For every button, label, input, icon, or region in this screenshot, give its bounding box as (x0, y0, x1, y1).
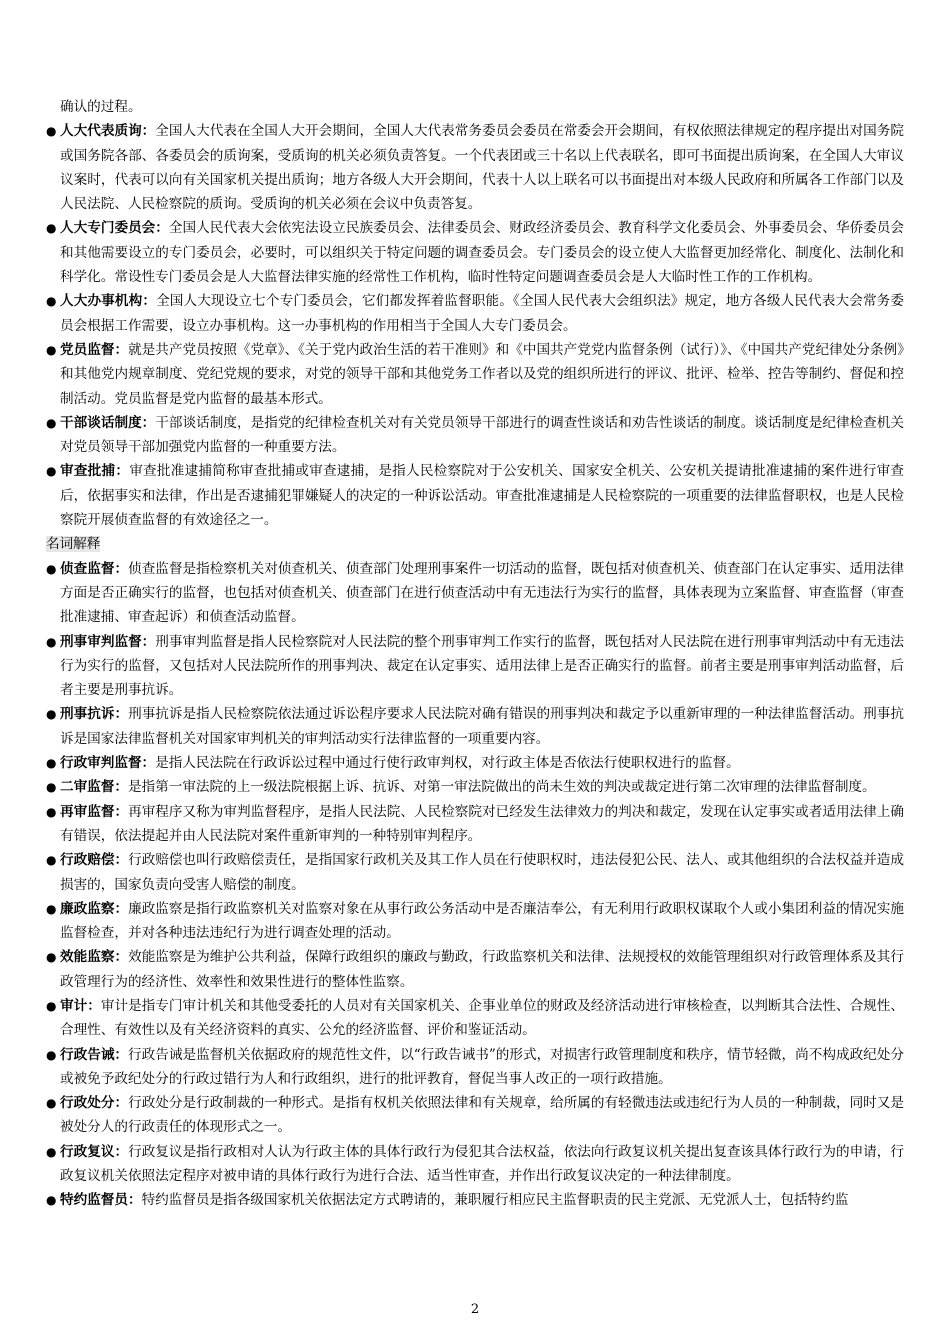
term-name: 审计： (60, 997, 101, 1014)
term-name: 廉政监察： (60, 900, 129, 917)
term-entry (46, 945, 904, 994)
bullet-icon: ● (46, 707, 57, 722)
term-entry (46, 702, 904, 751)
term-list-b (46, 557, 904, 1213)
term-name: 行政赔偿： (60, 852, 129, 869)
term-definition: 行政复议是指行政相对人认为行政主体的具体行政行为侵犯其合法权益，依法向行政复议机关提出复查该具体行政行为的申请，行政复议机关依照法定程序对被申请的具体行政行为进行合法、适当性审查，并作出行政复议决定的一种法律制度。 (60, 1143, 905, 1185)
term-name: 行政审判监督： (60, 755, 156, 772)
term-name: 行政处分： (60, 1095, 129, 1112)
term-entry (46, 119, 904, 216)
term-definition: 审查批准逮捕简称审查批捕或审查逮捕，是指人民检察院对于公安机关、国家安全机关、公安机关提请批准逮捕的案件进行审查后，依据事实和法律，作出是否逮捕犯罪嫌疑人的决定的一种诉讼活动。审查批准逮捕是人民检察院的一项重要的法律监督职权，也是人民检察院开展侦查监督的有效途径之一。 (60, 463, 904, 529)
bullet-icon: ● (46, 221, 57, 236)
term-entry (46, 848, 904, 897)
term-definition: 再审程序又称为审判监督程序，是指人民法院、人民检察院对已经发生法律效力的判决和裁定，发现在认定事实或者适用法律上确有错误，依法提起并由人民法院对案件重新审判的一种特别审判程序。 (60, 803, 905, 844)
bullet-icon: ● (46, 464, 57, 479)
bullet-icon: ● (46, 756, 57, 771)
term-name: 审查批捕： (60, 463, 130, 480)
term-definition: 全国人大代表在全国人大开会期间，全国人大代表常务委员会委员在常委会开会期间，有权依照法律规定的程序提出对国务院或国务院各部、各委员会的质询案，受质询的机关必须负责答复。一个代表团或三十名以上代表联名，即可书面提出质询案，在全国人大审议议案时，代表可以向有关国家机关提出质询；地方各级人大开会期间，代表十人以上联名可以书面提出对本级人民政府和所属各工作部门以及人民法院、人民检察院的质询。受质询的机关必须在会议中负责答复。 (60, 123, 905, 213)
term-definition: 效能监察是为维护公共利益，保障行政组织的廉政与勤政，行政监察机关和法律、法规授权的效能管理组织对行政管理体系及其行政管理行为的经济性、效率性和效果性进行的整体性监察。 (60, 949, 905, 990)
term-definition: 全国人民代表大会依宪法设立民族委员会、法律委员会、财政经济委员会、教育科学文化委员会、外事委员会、华侨委员会和其他需要设立的专门委员会，必要时，可以组织关于特定问题的调查委员会。专门委员会的设立使人大监督更加经常化、制度化、法制化和科学化。常设性专门委员会是人大监督法律实施的经常性工作机构，临时性特定问题调查委员会是人大临时性工作的工作机构。 (60, 220, 904, 286)
bullet-icon: ● (46, 342, 57, 357)
term-definition: 是指人民法院在行政诉讼过程中通过行使行政审判权，对行政主体是否依法行使职权进行的监督。 (155, 755, 740, 772)
bullet-icon: ● (46, 561, 57, 576)
bullet-icon: ● (46, 415, 57, 430)
bullet-icon: ● (46, 1193, 57, 1208)
bullet-icon: ● (46, 901, 57, 916)
term-name: 刑事抗诉： (60, 706, 129, 723)
term-definition: 行政赔偿也叫行政赔偿责任，是指国家行政机关及其工作人员在行使职权时，违法侵犯公民、法人、或其他组织的合法权益并造成损害的，国家负责向受害人赔偿的制度。 (60, 852, 905, 893)
bullet-icon: ● (46, 804, 57, 819)
term-definition: 干部谈话制度，是指党的纪律检查机关对有关党员领导干部进行的调查性谈话和劝告性谈话的制度。谈话制度是纪律检查机关对党员领导干部加强党内监督的一种重要方法。 (60, 414, 905, 456)
term-entry (46, 751, 904, 775)
term-entry (46, 775, 904, 799)
section-heading-label: 名词解释 (46, 536, 101, 553)
term-definition: 刑事审判监督是指人民检察院对人民法院的整个刑事审判工作实行的监督，既包括对人民法院在进行刑事审判活动中有无违法行为实行的监督，又包括对人民法院所作的刑事判决、裁定在认定事实、适用法律上是否正确实行的监督。前者主要是刑事审判活动监督，后者主要是刑事抗诉。 (60, 633, 905, 699)
bullet-icon: ● (46, 124, 57, 139)
term-definition: 审计是指专门审计机关和其他受委托的人员对有关国家机关、企事业单位的财政及经济活动进行审核检查，以判断其合法性、合规性、合理性、有效性以及有关经济资料的真实、公允的经济监督、评价和鉴证活动。 (60, 997, 904, 1039)
term-entry (46, 338, 904, 411)
term-definition: 全国人大现设立七个专门委员会，它们都发挥着监督职能。《全国人民代表大会组织法》规定，地方各级人民代表大会常务委员会根据工作需要，设立办事机构。这一办事机构的作用相当于全国人大专门委员会。 (60, 293, 904, 334)
term-name: 二审监督： (60, 779, 128, 796)
term-entry (46, 1043, 904, 1092)
term-entry (46, 994, 904, 1043)
term-definition: 是指第一审法院的上一级法院根据上诉、抗诉、对第一审法院做出的尚未生效的判决或裁定进行第二次审理的法律监督制度。 (127, 779, 876, 796)
term-definition: 就是共产党员按照《党章》、《关于党内政治生活的若干准则》和《中国共产党党内监督条例（试行）》、《中国共产党纪律处分条例》和其他党内规章制度、党纪党规的要求，对党的领导干部和其他党务工作者以及党的组织所进行的评议、批评、检举、控告等制约、督促和控制活动。党员监督是党内监督的最基本形式。 (60, 341, 904, 407)
term-name: 刑事审判监督： (60, 633, 156, 650)
term-definition: 刑事抗诉是指人民检察院依法通过诉讼程序要求人民法院对确有错误的刑事判决和裁定予以重新审理的一种法律监督活动。刑事抗诉是国家法律监督机关对国家审判机关的审判活动实行法律监督的一项重要内容。 (60, 706, 905, 747)
term-entry (46, 216, 904, 289)
term-entry (46, 411, 904, 460)
bullet-icon: ● (46, 780, 57, 795)
term-entry (46, 1140, 904, 1189)
term-list-a (46, 119, 904, 532)
term-entry (46, 1091, 904, 1140)
term-definition: 行政告诫是监督机关依据政府的规范性文件，以“行政告诫书”的形式，对损害行政管理制度和秩序，情节轻微，尚不构成政纪处分或被免予政纪处分的行政过错行为人和行政组织，进行的批评教育，督促当事人改正的一项行政措施。 (60, 1046, 904, 1087)
bullet-icon: ● (46, 1047, 57, 1062)
term-entry (46, 557, 904, 630)
term-entry (46, 897, 904, 946)
bullet-icon: ● (46, 634, 57, 649)
term-name: 特约监督员： (60, 1192, 142, 1209)
term-definition: 行政处分是行政制裁的一种形式。是指有权机关依照法律和有关规章，给所属的有轻微违法或违纪行为人员的一种制裁，同时又是被处分人的行政责任的体现形式之一。 (60, 1095, 905, 1136)
term-name: 党员监督： (60, 341, 129, 358)
bullet-icon: ● (46, 853, 57, 868)
term-name: 效能监察： (60, 949, 129, 966)
term-name: 行政告诫： (60, 1046, 129, 1063)
term-definition: 特约监督员是指各级国家机关依据法定方式聘请的，兼职履行相应民主监督职责的民主党派、无党派人士，包括特约监 (141, 1192, 849, 1209)
term-definition: 廉政监察是指行政监察机关对监察对象在从事行政公务活动中是否廉洁奉公，有无利用行政职权谋取个人或小集团利益的情况实施监督检查，并对各种违法违纪行为进行调查处理的活动。 (60, 900, 905, 942)
term-entry (46, 459, 904, 532)
term-name: 人大办事机构： (60, 293, 157, 310)
page-content (46, 95, 904, 1213)
term-name: 人大代表质询： (60, 123, 156, 140)
bullet-icon: ● (46, 1096, 57, 1111)
bullet-icon: ● (46, 1144, 57, 1159)
continuation-text: 确认的过程。 (60, 99, 142, 115)
term-name: 人大专门委员会： (60, 220, 169, 237)
term-entry (46, 630, 904, 703)
bullet-icon: ● (46, 998, 57, 1013)
term-name: 行政复议： (60, 1143, 129, 1160)
term-entry (46, 1188, 904, 1212)
bullet-icon: ● (46, 950, 57, 965)
term-entry (46, 800, 904, 849)
page-number: 2 (470, 1302, 480, 1317)
term-entry (46, 289, 904, 338)
bullet-icon: ● (46, 294, 57, 309)
term-name: 侦查监督： (60, 560, 129, 577)
term-name: 再审监督： (60, 803, 129, 820)
section-heading (46, 532, 904, 556)
term-name: 干部谈话制度： (60, 414, 156, 431)
term-definition: 侦查监督是指检察机关对侦查机关、侦查部门处理刑事案件一切活动的监督，既包括对侦查机关、侦查部门在认定事实、适用法律方面是否正确实行的监督，也包括对侦查机关、侦查部门在进行侦查活动中有无违法行为实行的监督，具体表现为立案监督、审查监督（审查批准逮捕、审查起诉）和侦查活动监督。 (60, 560, 905, 626)
